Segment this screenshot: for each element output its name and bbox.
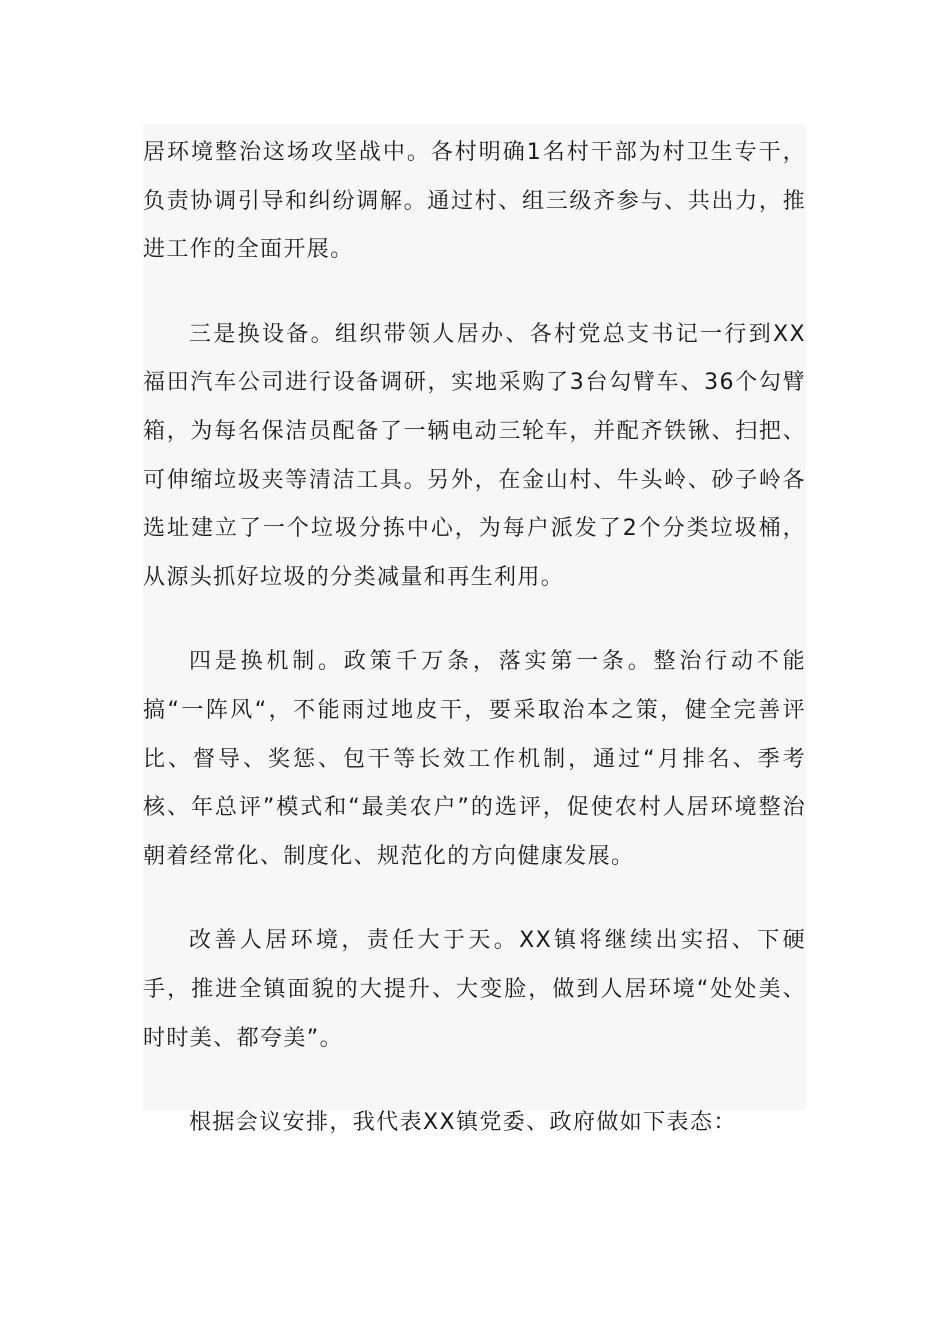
paragraph-4: 改善人居环境，责任大于天。XX镇将继续出实招、下硬手，推进全镇面貌的大提升、大变脸，做到人居环境“处处美、时时美、都夸美”。 [143,928,806,1051]
paragraph-5: 根据会议安排，我代表XX镇党委、政府做如下表态： [189,1110,737,1136]
paragraph-gap [143,602,806,638]
paragraph-gap [143,881,806,917]
document-body [143,124,806,1136]
paragraph-gap [143,275,806,311]
paragraph-1: 居环境整治这场攻坚战中。各村明确1名村干部为村卫生专干，负责协调引导和纠纷调解。通过村、组三级齐参与、共出力，推进工作的全面开展。 [143,140,806,263]
paragraph-2: 三是换设备。组织带领人居办、各村党总支书记一行到XX福田汽车公司进行设备调研，实地采购了3台勾臂车、36个勾臂箱，为每名保洁员配备了一辆电动三轮车，并配齐铁锹、扫把、可伸缩垃圾夹等清洁工具。另外，在金山村、牛头岭、砂子岭各选址建立了一个垃圾分拣中心，为每户派发了2个分类垃圾桶，从源头抓好垃圾的分类减量和再生利用。 [143,321,806,590]
paragraph-gap [143,1063,806,1099]
paragraph-3: 四是换机制。政策千万条，落实第一条。整治行动不能搞“一阵风“，不能雨过地皮干，要采取治本之策，健全完善评比、督导、奖惩、包干等长效工作机制，通过“月排名、季考核、年总评”模式和“最美农户”的选评，促使农村人居环境整治朝着经常化、制度化、规范化的方向健康发展。 [143,649,806,869]
